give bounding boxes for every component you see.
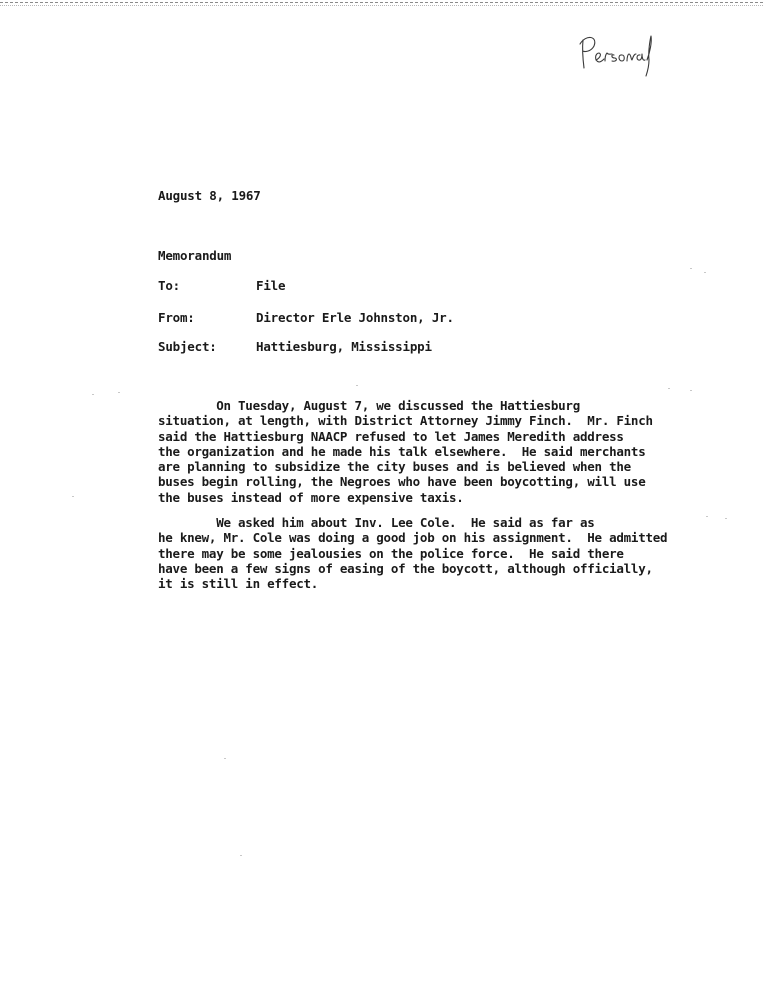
scan-speck	[706, 516, 708, 517]
scan-speck	[224, 758, 226, 759]
paragraph-line: said the Hattiesburg NAACP refused to let James Meredith address	[158, 428, 624, 444]
paragraph-line: the buses instead of more expensive taxis.	[158, 489, 464, 505]
paragraph-line: On Tuesday, August 7, we discussed the Hattiesburg	[158, 398, 580, 413]
to-value: File	[256, 278, 286, 293]
paragraph-line: situation, at length, with District Attorney Jimmy Finch. Mr. Finch	[158, 413, 653, 429]
body-paragraph-1	[158, 398, 653, 505]
paragraph-line: buses begin rolling, the Negroes who have been boycotting, will use	[158, 474, 646, 490]
paragraph-line: have been a few signs of easing of the boycott, although officially,	[158, 560, 653, 576]
paragraph-line: are planning to subsidize the city buses and is believed when the	[158, 459, 631, 475]
subject-label: Subject:	[158, 339, 217, 354]
scan-speck	[118, 392, 120, 393]
scan-speck	[690, 390, 692, 391]
scan-speck	[240, 855, 242, 856]
paragraph-line: he knew, Mr. Cole was doing a good job on his assignment. He admitted	[158, 530, 668, 546]
from-value: Director Erle Johnston, Jr.	[256, 310, 454, 325]
paragraph-line: it is still in effect.	[158, 576, 319, 592]
paragraph-line: We asked him about Inv. Lee Cole. He said as far as	[158, 515, 595, 530]
paragraph-line: there may be some jealousies on the police force. He said there	[158, 545, 624, 561]
scan-speck	[690, 268, 692, 269]
scan-speck	[668, 388, 670, 389]
page-top-edge	[0, 2, 763, 3]
memo-type-label: Memorandum	[158, 248, 232, 263]
scan-speck	[725, 518, 727, 519]
scan-speck	[92, 394, 94, 395]
scan-speck	[704, 272, 706, 273]
handwritten-personal-note	[574, 30, 674, 78]
from-label: From:	[158, 310, 195, 325]
scan-speck	[72, 496, 74, 497]
subject-value: Hattiesburg, Mississippi	[256, 339, 432, 354]
body-paragraph-2	[158, 515, 667, 591]
memo-date: August 8, 1967	[158, 188, 261, 203]
page-top-edge-shadow	[0, 5, 763, 6]
paragraph-line: the organization and he made his talk elsewhere. He said merchants	[158, 443, 646, 459]
to-label: To:	[158, 278, 180, 293]
scan-speck	[356, 385, 358, 386]
